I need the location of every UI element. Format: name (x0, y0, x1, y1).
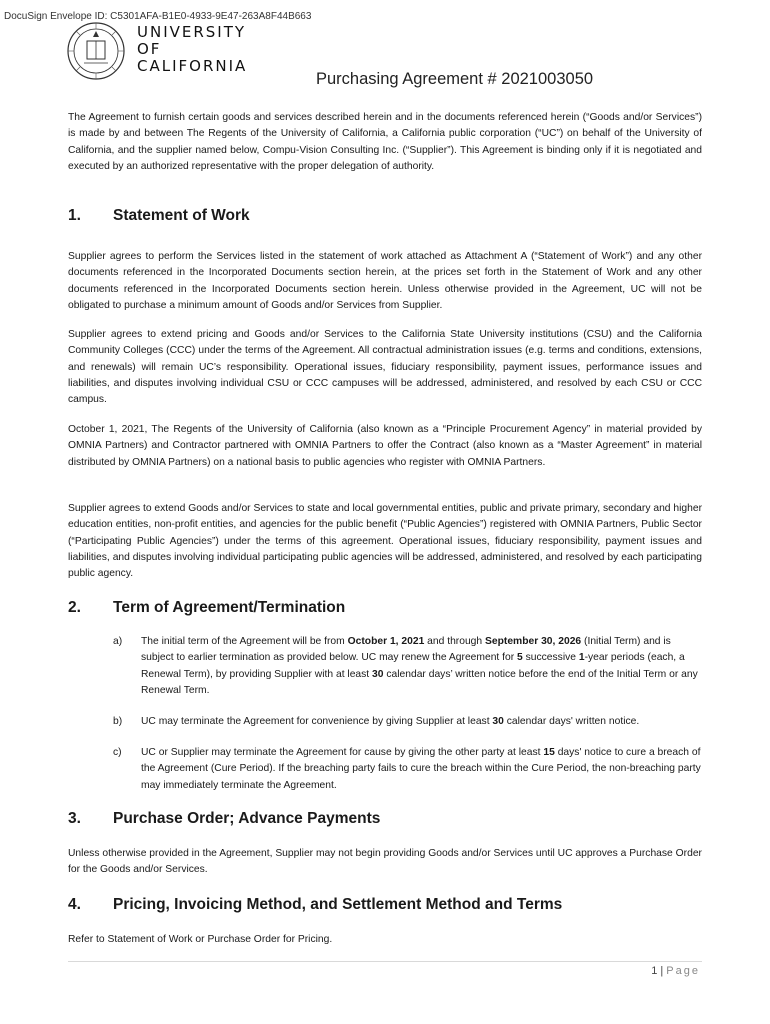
footer-divider (68, 961, 702, 962)
section-3-heading (68, 810, 380, 828)
list-item-text: UC may terminate the Agreement for convenience by giving Supplier at least 30 calendar days' written notice. (141, 716, 640, 727)
wordmark-line-1: UNIVERSITY (137, 23, 247, 41)
page-footer (651, 965, 700, 977)
section-1-heading (68, 207, 250, 225)
wordmark-line-3: CALIFORNIA (137, 57, 248, 75)
section-title: Pricing, Invoicing Method, and Settlement Method and Terms (113, 896, 563, 913)
footer-separator: | (660, 965, 664, 977)
section-title: Term of Agreement/Termination (113, 599, 346, 616)
list-marker: c) (113, 747, 122, 758)
section-number: 4. (68, 896, 81, 913)
section-2-heading (68, 599, 345, 617)
s4-paragraph-1: Refer to Statement of Work or Purchase Order for Pricing. (68, 934, 333, 945)
s3-paragraph-1: Unless otherwise provided in the Agreement, Supplier may not begin providing Goods and/or Services until UC approves a Purchase Order for the Goods and/or Services. (68, 848, 702, 876)
list-item-text: The initial term of the Agreement will be from October 1, 2021 and through September 30, 2026 (Initial Term) and is subject to earlier termination as provided below. UC may renew the Agreement for 5 successive 1-year periods (each, a Renewal Term), by providing Supplier with at least 30 calendar days’ written notice before the end of the Initial Term or any Renewal Term. (141, 636, 698, 696)
uc-seal-icon (66, 21, 126, 81)
list-marker: b) (113, 716, 123, 727)
section-4-heading (68, 896, 562, 914)
s1-paragraph-4: Supplier agrees to extend Goods and/or Services to state and local governmental entities, public and private primary, secondary and higher education entities, non-profit entities, and agencies for the public benefit (“Public Agencies”) registered with OMNIA Partners, Public Sector (“Participating Public Agencies”) under the terms of this agreement. Operational issues, fiduciary responsibility, payment issues and liabilities, and disputes involving individual participating public agencies will be addressed, administered, and resolved by each participating public agency. (68, 503, 703, 580)
section-number: 2. (68, 599, 81, 616)
section-number: 3. (68, 810, 81, 827)
section-number: 1. (68, 207, 81, 224)
s1-paragraph-1: Supplier agrees to perform the Services listed in the statement of work attached as Attachment A (“Statement of Work”) and any other documents referenced in the Incorporated Documents section herein, at the prices set forth in the Statement of Work and any other documents referenced in the Incorporated Documents section herein. Unless otherwise provided in the Agreement, UC will not be obligated to purchase a minimum amount of Goods and/or Services from Supplier. (68, 251, 702, 311)
page-number: 1 (651, 965, 658, 977)
section-title: Statement of Work (113, 207, 250, 224)
intro-paragraph: The Agreement to furnish certain goods and services described herein and in the documents referenced herein (“Goods and/or Services”) is made by and between The Regents of the University of California, a California public corporation (“UC”) on behalf of the University of California, and the supplier named below, Compu-Vision Consulting Inc. (“Supplier”). This Agreement is binding only if it is negotiated and executed by an authorized representative with the proper delegation of authority. (68, 112, 702, 172)
list-marker: a) (113, 636, 123, 647)
list-item-text: UC or Supplier may terminate the Agreement for cause by giving the other party at least 15 days' notice to cure a breach of the Agreement (Cure Period). If the breaching party fails to cure the breach within the Cure Period, the non-breaching party may immediately terminate the Agreement. (141, 747, 701, 791)
page-label: Page (666, 965, 700, 977)
section-title: Purchase Order; Advance Payments (113, 810, 381, 827)
university-wordmark (137, 24, 247, 75)
agreement-title: Purchasing Agreement # 2021003050 (316, 70, 594, 88)
s1-paragraph-3: October 1, 2021, The Regents of the University of California (also known as a “Principle Procurement Agency” in material provided by OMNIA Partners) and Contractor partnered with OMNIA Partners to offer the Contract (also known as a “Master Agreement” in material distributed by OMNIA Partners) on a national basis to public agencies who register with OMNIA Partners. (68, 424, 702, 468)
docusign-envelope-id: DocuSign Envelope ID: C5301AFA-B1E0-4933-9E47-263A8F44B663 (4, 11, 312, 22)
s1-paragraph-2: Supplier agrees to extend pricing and Goods and/or Services to the California State University institutions (CSU) and the California Community Colleges (CCC) under the terms of the Agreement. All contractual administration issues (e.g. terms and conditions, extensions, and renewals) will remain UC’s responsibility. Operational issues, fiduciary responsibility, payment issues, performance issues and liabilities, and disputes involving individual CSU or CCC campuses will be addressed, administered, and resolved by each CSU or CCC campus. (68, 329, 702, 406)
wordmark-line-2: OF (137, 40, 162, 58)
